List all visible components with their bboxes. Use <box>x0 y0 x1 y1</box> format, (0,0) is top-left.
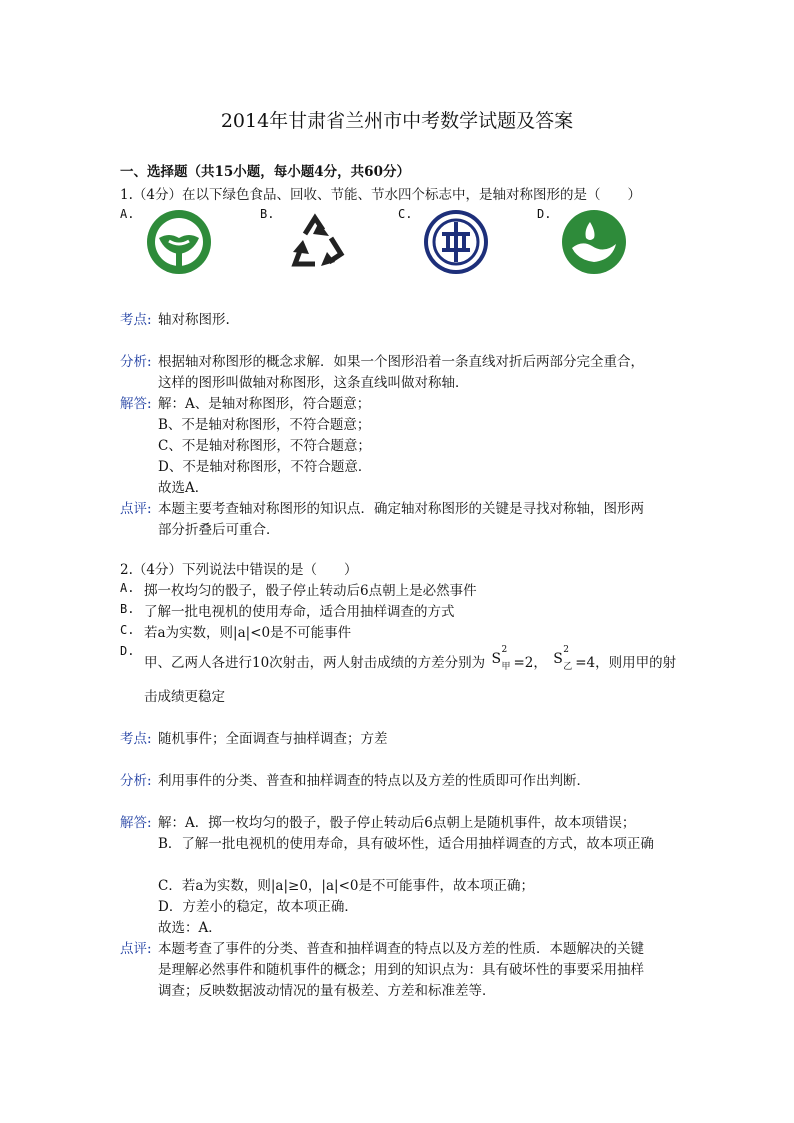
q1-fenxi-label: 分析: <box>120 354 152 370</box>
q1-fenxi-line: 这样的图形叫做轴对称图形，这条直线叫做对称轴． <box>158 375 469 391</box>
q1-kaodian-text: 轴对称图形. <box>158 312 230 328</box>
section-heading: 一、选择题（共15小题，每小题4分，共60分） <box>120 164 410 180</box>
q2-jieda-label: 解答: <box>120 815 152 831</box>
q1-jieda-line: B、不是轴对称图形，不符合题意； <box>158 417 371 433</box>
q2-jieda-line: D．方差小的稳定，故本项正确． <box>158 899 358 915</box>
green-food-logo-icon <box>145 208 213 276</box>
q2-kaodian-text: 随机事件；全面调查与抽样调查；方差 <box>158 731 388 747</box>
q2-dianping-label: 点评: <box>120 941 152 957</box>
variance-s2-value: =4，则用甲的射 <box>575 655 677 671</box>
q2-kaodian-label: 考点: <box>120 731 152 747</box>
q2-option-d-label: D. <box>120 644 135 658</box>
q2-option-c-text: 若a为实数，则|a|<0是不可能事件 <box>144 625 352 641</box>
q1-jieda-line: 解：A、是轴对称图形，符合题意； <box>158 396 371 412</box>
variance-s2-sup: 2 <box>563 645 569 655</box>
q1-kaodian-label: 考点: <box>120 312 152 328</box>
variance-s1 <box>489 645 513 672</box>
q2-stem: 2.（4分）下列说法中错误的是（ ） <box>120 562 358 578</box>
variance-s2 <box>551 645 575 672</box>
q2-option-d-text <box>144 645 677 672</box>
q2-option-b-label: B. <box>120 602 135 616</box>
q1-dianping-line: 部分折叠后可重合． <box>158 522 280 538</box>
q1-option-d: D. <box>537 207 552 221</box>
q1-dianping-line: 本题主要考查轴对称图形的知识点．确定轴对称图形的关键是寻找对称轴，图形两 <box>158 501 644 517</box>
q2-option-d-text-a: 甲、乙两人各进行10次射击，两人射击成绩的方差分别为 <box>144 655 486 671</box>
water-saving-logo-icon <box>560 208 628 276</box>
q1-jieda-line: C、不是轴对称图形，不符合题意； <box>158 438 371 454</box>
q1-fenxi-line: 根据轴对称图形的概念求解．如果一个图形沿着一条直线对折后两部分完全重合， <box>158 354 644 370</box>
q2-option-d-text-b: 击成绩更稳定 <box>144 689 225 705</box>
q2-dianping-line: 本题考查了事件的分类、普查和抽样调查的特点以及方差的性质．本题解决的关键 <box>158 941 644 957</box>
q1-jieda-line: 故选A． <box>158 480 209 496</box>
q2-option-c-label: C. <box>120 623 135 637</box>
q1-dianping-label: 点评: <box>120 501 152 517</box>
q2-dianping-line: 调查；反映数据波动情况的量有极差、方差和标准差等． <box>158 983 496 999</box>
q1-option-b: B. <box>260 207 275 221</box>
variance-s2-letter: S <box>553 651 563 667</box>
q1-stem: 1.（4分）在以下绿色食品、回收、节能、节水四个标志中，是轴对称图形的是（ ） <box>120 187 641 203</box>
q2-option-a-text: 掷一枚均匀的骰子，骰子停止转动后6点朝上是必然事件 <box>144 583 477 599</box>
q2-option-a-label: A. <box>120 581 135 595</box>
q2-dianping-line: 是理解必然事件和随机事件的概念；用到的知识点为：具有破坏性的事要采用抽样 <box>158 962 644 978</box>
q2-jieda-line: B．了解一批电视机的使用寿命，具有破坏性，适合用抽样调查的方式，故本项正确 <box>158 836 654 852</box>
variance-s1-sub: 甲 <box>501 662 511 672</box>
q2-option-b-text: 了解一批电视机的使用寿命，适合用抽样调查的方式 <box>144 604 455 620</box>
variance-s1-letter: S <box>491 651 502 667</box>
q1-option-a: A. <box>120 207 135 221</box>
q2-jieda-line: 解：A．掷一枚均匀的骰子，骰子停止转动后6点朝上是随机事件，故本项错误； <box>158 815 636 831</box>
q1-jieda-line: D、不是轴对称图形，不符合题意． <box>158 459 372 475</box>
q2-fenxi-label: 分析: <box>120 773 152 789</box>
q1-jieda-label: 解答: <box>120 396 152 412</box>
variance-s2-sub: 乙 <box>563 662 573 672</box>
page-title: 2014年甘肃省兰州市中考数学试题及答案 <box>220 110 574 132</box>
q2-jieda-line: 故选：A． <box>158 920 222 936</box>
q2-fenxi-text: 利用事件的分类、普查和抽样调查的特点以及方差的性质即可作出判断． <box>158 773 590 789</box>
energy-saving-logo-icon <box>422 208 490 276</box>
variance-s1-value: =2， <box>513 655 547 671</box>
q2-jieda-line: C．若a为实数，则|a|≥0，|a|<0是不可能事件，故本项正确； <box>158 878 534 894</box>
recycle-logo-icon <box>283 208 351 274</box>
q1-option-c: C. <box>398 207 413 221</box>
variance-s1-sup: 2 <box>501 645 508 655</box>
